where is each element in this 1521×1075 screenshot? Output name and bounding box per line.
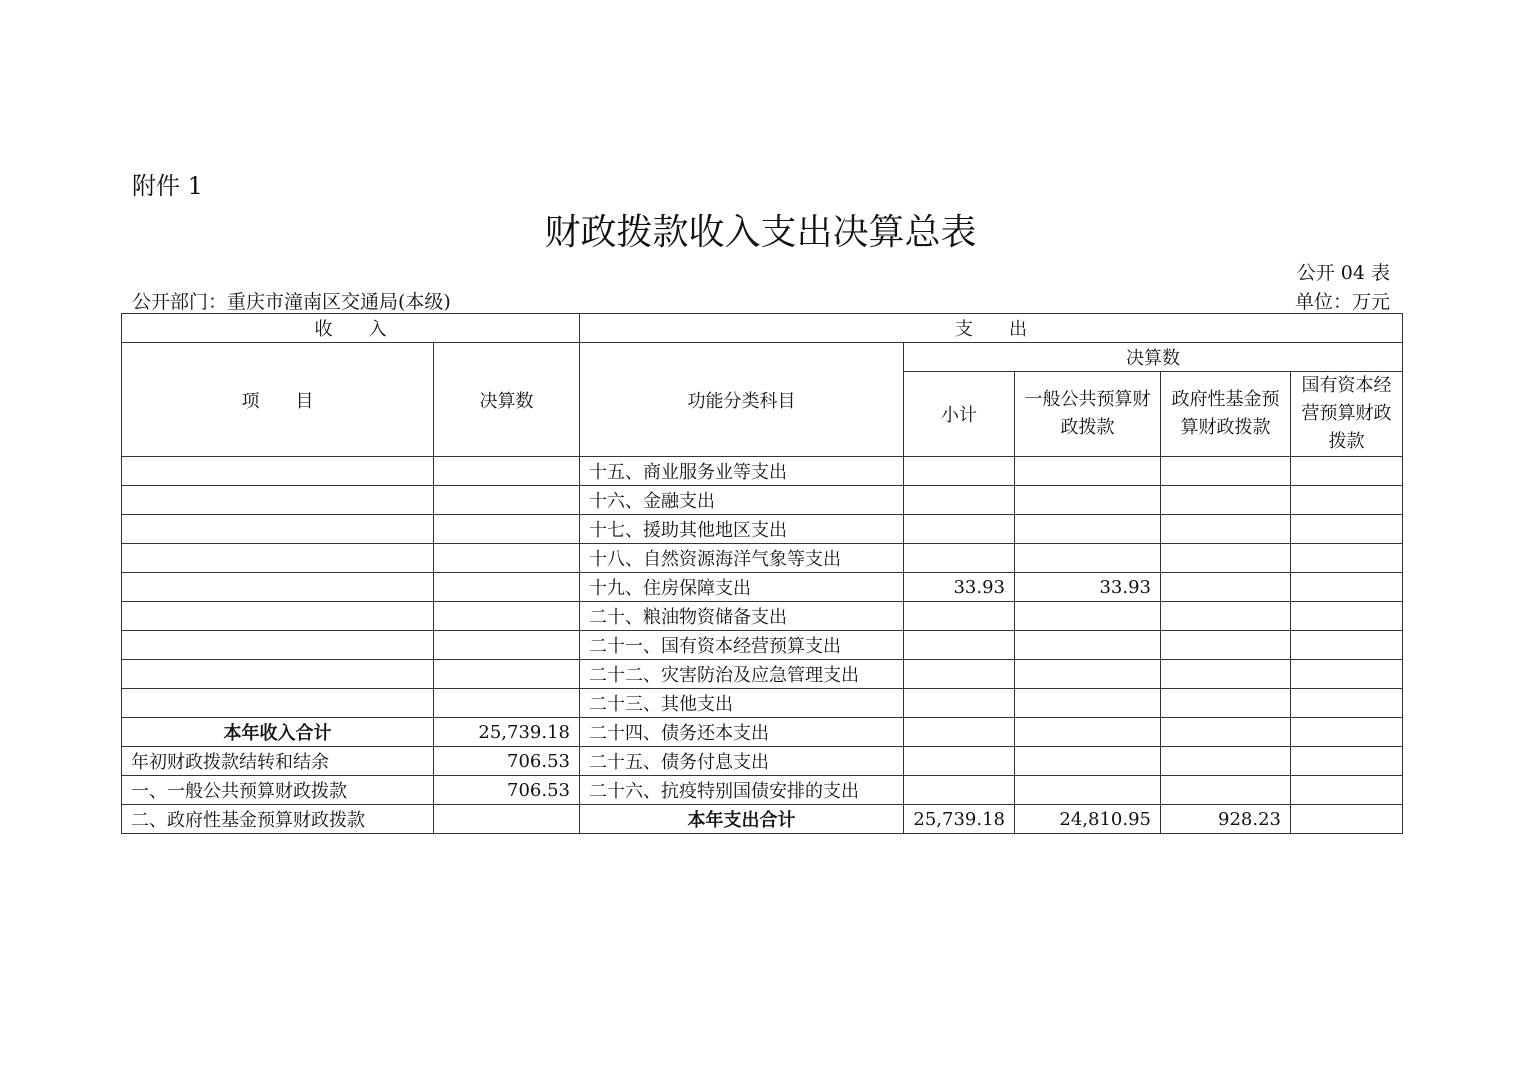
state-capital-cell bbox=[1291, 689, 1403, 718]
income-item-cell bbox=[122, 544, 434, 573]
table-row bbox=[122, 457, 1403, 486]
page-title: 财政拨款收入支出决算总表 bbox=[544, 212, 977, 253]
table-row bbox=[122, 805, 1403, 834]
expense-header: 支 出 bbox=[580, 314, 1403, 343]
income-amount-cell bbox=[434, 689, 580, 718]
subtotal-cell bbox=[904, 776, 1015, 805]
table-number: 公开 04 表 bbox=[1296, 262, 1390, 284]
function-category-cell: 二十一、国有资本经营预算支出 bbox=[580, 631, 904, 660]
gov-fund-cell bbox=[1161, 573, 1291, 602]
gov-fund-cell bbox=[1161, 631, 1291, 660]
general-budget-cell bbox=[1015, 718, 1161, 747]
table-row bbox=[122, 631, 1403, 660]
subtotal-cell bbox=[904, 718, 1015, 747]
state-capital-header: 国有资本经营预算财政拨款 bbox=[1291, 372, 1403, 457]
amount-group-header: 决算数 bbox=[904, 343, 1403, 372]
function-category-header: 功能分类科目 bbox=[580, 343, 904, 457]
subtotal-cell bbox=[904, 486, 1015, 515]
function-category-cell: 二十五、债务付息支出 bbox=[580, 747, 904, 776]
general-budget-cell bbox=[1015, 544, 1161, 573]
income-amount-cell bbox=[434, 544, 580, 573]
department-label: 公开部门：重庆市潼南区交通局(本级) bbox=[132, 291, 451, 313]
gov-fund-cell bbox=[1161, 718, 1291, 747]
general-budget-cell: 24,810.95 bbox=[1015, 805, 1161, 834]
income-amount-cell bbox=[434, 805, 580, 834]
state-capital-cell bbox=[1291, 602, 1403, 631]
function-category-cell: 二十六、抗疫特别国债安排的支出 bbox=[580, 776, 904, 805]
income-header: 收 入 bbox=[122, 314, 580, 343]
table-row bbox=[122, 486, 1403, 515]
general-budget-cell bbox=[1015, 457, 1161, 486]
income-item-cell bbox=[122, 602, 434, 631]
state-capital-cell bbox=[1291, 805, 1403, 834]
income-item-cell: 年初财政拨款结转和结余 bbox=[122, 747, 434, 776]
gov-fund-cell bbox=[1161, 689, 1291, 718]
state-capital-cell bbox=[1291, 486, 1403, 515]
function-category-cell: 十八、自然资源海洋气象等支出 bbox=[580, 544, 904, 573]
gov-fund-cell bbox=[1161, 602, 1291, 631]
subtotal-cell bbox=[904, 660, 1015, 689]
gov-fund-cell bbox=[1161, 544, 1291, 573]
general-budget-header: 一般公共预算财政拨款 bbox=[1015, 372, 1161, 457]
gov-fund-cell bbox=[1161, 486, 1291, 515]
income-amount-cell: 706.53 bbox=[434, 747, 580, 776]
subtotal-cell bbox=[904, 602, 1015, 631]
subtotal-cell: 33.93 bbox=[904, 573, 1015, 602]
function-category-cell: 十九、住房保障支出 bbox=[580, 573, 904, 602]
function-category-cell: 本年支出合计 bbox=[580, 805, 904, 834]
income-amount-cell: 706.53 bbox=[434, 776, 580, 805]
general-budget-cell bbox=[1015, 660, 1161, 689]
gov-fund-cell bbox=[1161, 515, 1291, 544]
function-category-cell: 十七、援助其他地区支出 bbox=[580, 515, 904, 544]
subtotal-cell bbox=[904, 631, 1015, 660]
table-row bbox=[122, 660, 1403, 689]
budget-table bbox=[121, 313, 1403, 834]
table-row bbox=[122, 689, 1403, 718]
state-capital-cell bbox=[1291, 573, 1403, 602]
gov-fund-cell bbox=[1161, 457, 1291, 486]
table-row bbox=[122, 718, 1403, 747]
income-item-cell bbox=[122, 457, 434, 486]
table-row bbox=[122, 573, 1403, 602]
table-row bbox=[122, 776, 1403, 805]
general-budget-cell bbox=[1015, 486, 1161, 515]
state-capital-cell bbox=[1291, 660, 1403, 689]
table-row bbox=[122, 515, 1403, 544]
item-header: 项 目 bbox=[122, 343, 434, 457]
income-item-cell: 本年收入合计 bbox=[122, 718, 434, 747]
general-budget-cell bbox=[1015, 776, 1161, 805]
function-category-cell: 二十三、其他支出 bbox=[580, 689, 904, 718]
state-capital-cell bbox=[1291, 631, 1403, 660]
gov-fund-cell bbox=[1161, 660, 1291, 689]
state-capital-cell bbox=[1291, 457, 1403, 486]
subtotal-cell bbox=[904, 689, 1015, 718]
income-amount-cell bbox=[434, 660, 580, 689]
gov-fund-cell bbox=[1161, 776, 1291, 805]
income-amount-header: 决算数 bbox=[434, 343, 580, 457]
gov-fund-cell: 928.23 bbox=[1161, 805, 1291, 834]
subtotal-cell: 25,739.18 bbox=[904, 805, 1015, 834]
income-item-cell bbox=[122, 689, 434, 718]
general-budget-cell bbox=[1015, 515, 1161, 544]
general-budget-cell bbox=[1015, 689, 1161, 718]
table-row bbox=[122, 747, 1403, 776]
income-item-cell bbox=[122, 660, 434, 689]
function-category-cell: 二十、粮油物资储备支出 bbox=[580, 602, 904, 631]
income-amount-cell bbox=[434, 486, 580, 515]
general-budget-cell bbox=[1015, 631, 1161, 660]
function-category-cell: 二十四、债务还本支出 bbox=[580, 718, 904, 747]
table-row bbox=[122, 544, 1403, 573]
general-budget-cell: 33.93 bbox=[1015, 573, 1161, 602]
income-item-cell bbox=[122, 515, 434, 544]
subtotal-cell bbox=[904, 457, 1015, 486]
table-row bbox=[122, 602, 1403, 631]
subtotal-cell bbox=[904, 544, 1015, 573]
subtotal-cell bbox=[904, 747, 1015, 776]
general-budget-cell bbox=[1015, 602, 1161, 631]
function-category-cell: 十五、商业服务业等支出 bbox=[580, 457, 904, 486]
income-item-cell: 一、一般公共预算财政拨款 bbox=[122, 776, 434, 805]
income-amount-cell bbox=[434, 457, 580, 486]
state-capital-cell bbox=[1291, 515, 1403, 544]
function-category-cell: 二十二、灾害防治及应急管理支出 bbox=[580, 660, 904, 689]
gov-fund-header: 政府性基金预算财政拨款 bbox=[1161, 372, 1291, 457]
state-capital-cell bbox=[1291, 718, 1403, 747]
income-amount-cell: 25,739.18 bbox=[434, 718, 580, 747]
function-category-cell: 十六、金融支出 bbox=[580, 486, 904, 515]
subtotal-cell bbox=[904, 515, 1015, 544]
gov-fund-cell bbox=[1161, 747, 1291, 776]
income-item-cell: 二、政府性基金预算财政拨款 bbox=[122, 805, 434, 834]
unit-label: 单位：万元 bbox=[1294, 291, 1390, 313]
income-amount-cell bbox=[434, 631, 580, 660]
state-capital-cell bbox=[1291, 544, 1403, 573]
general-budget-cell bbox=[1015, 747, 1161, 776]
income-amount-cell bbox=[434, 515, 580, 544]
state-capital-cell bbox=[1291, 776, 1403, 805]
income-item-cell bbox=[122, 573, 434, 602]
subtotal-header: 小计 bbox=[904, 372, 1015, 457]
income-item-cell bbox=[122, 631, 434, 660]
state-capital-cell bbox=[1291, 747, 1403, 776]
income-amount-cell bbox=[434, 573, 580, 602]
income-item-cell bbox=[122, 486, 434, 515]
attachment-label: 附件 1 bbox=[132, 172, 203, 200]
income-amount-cell bbox=[434, 602, 580, 631]
